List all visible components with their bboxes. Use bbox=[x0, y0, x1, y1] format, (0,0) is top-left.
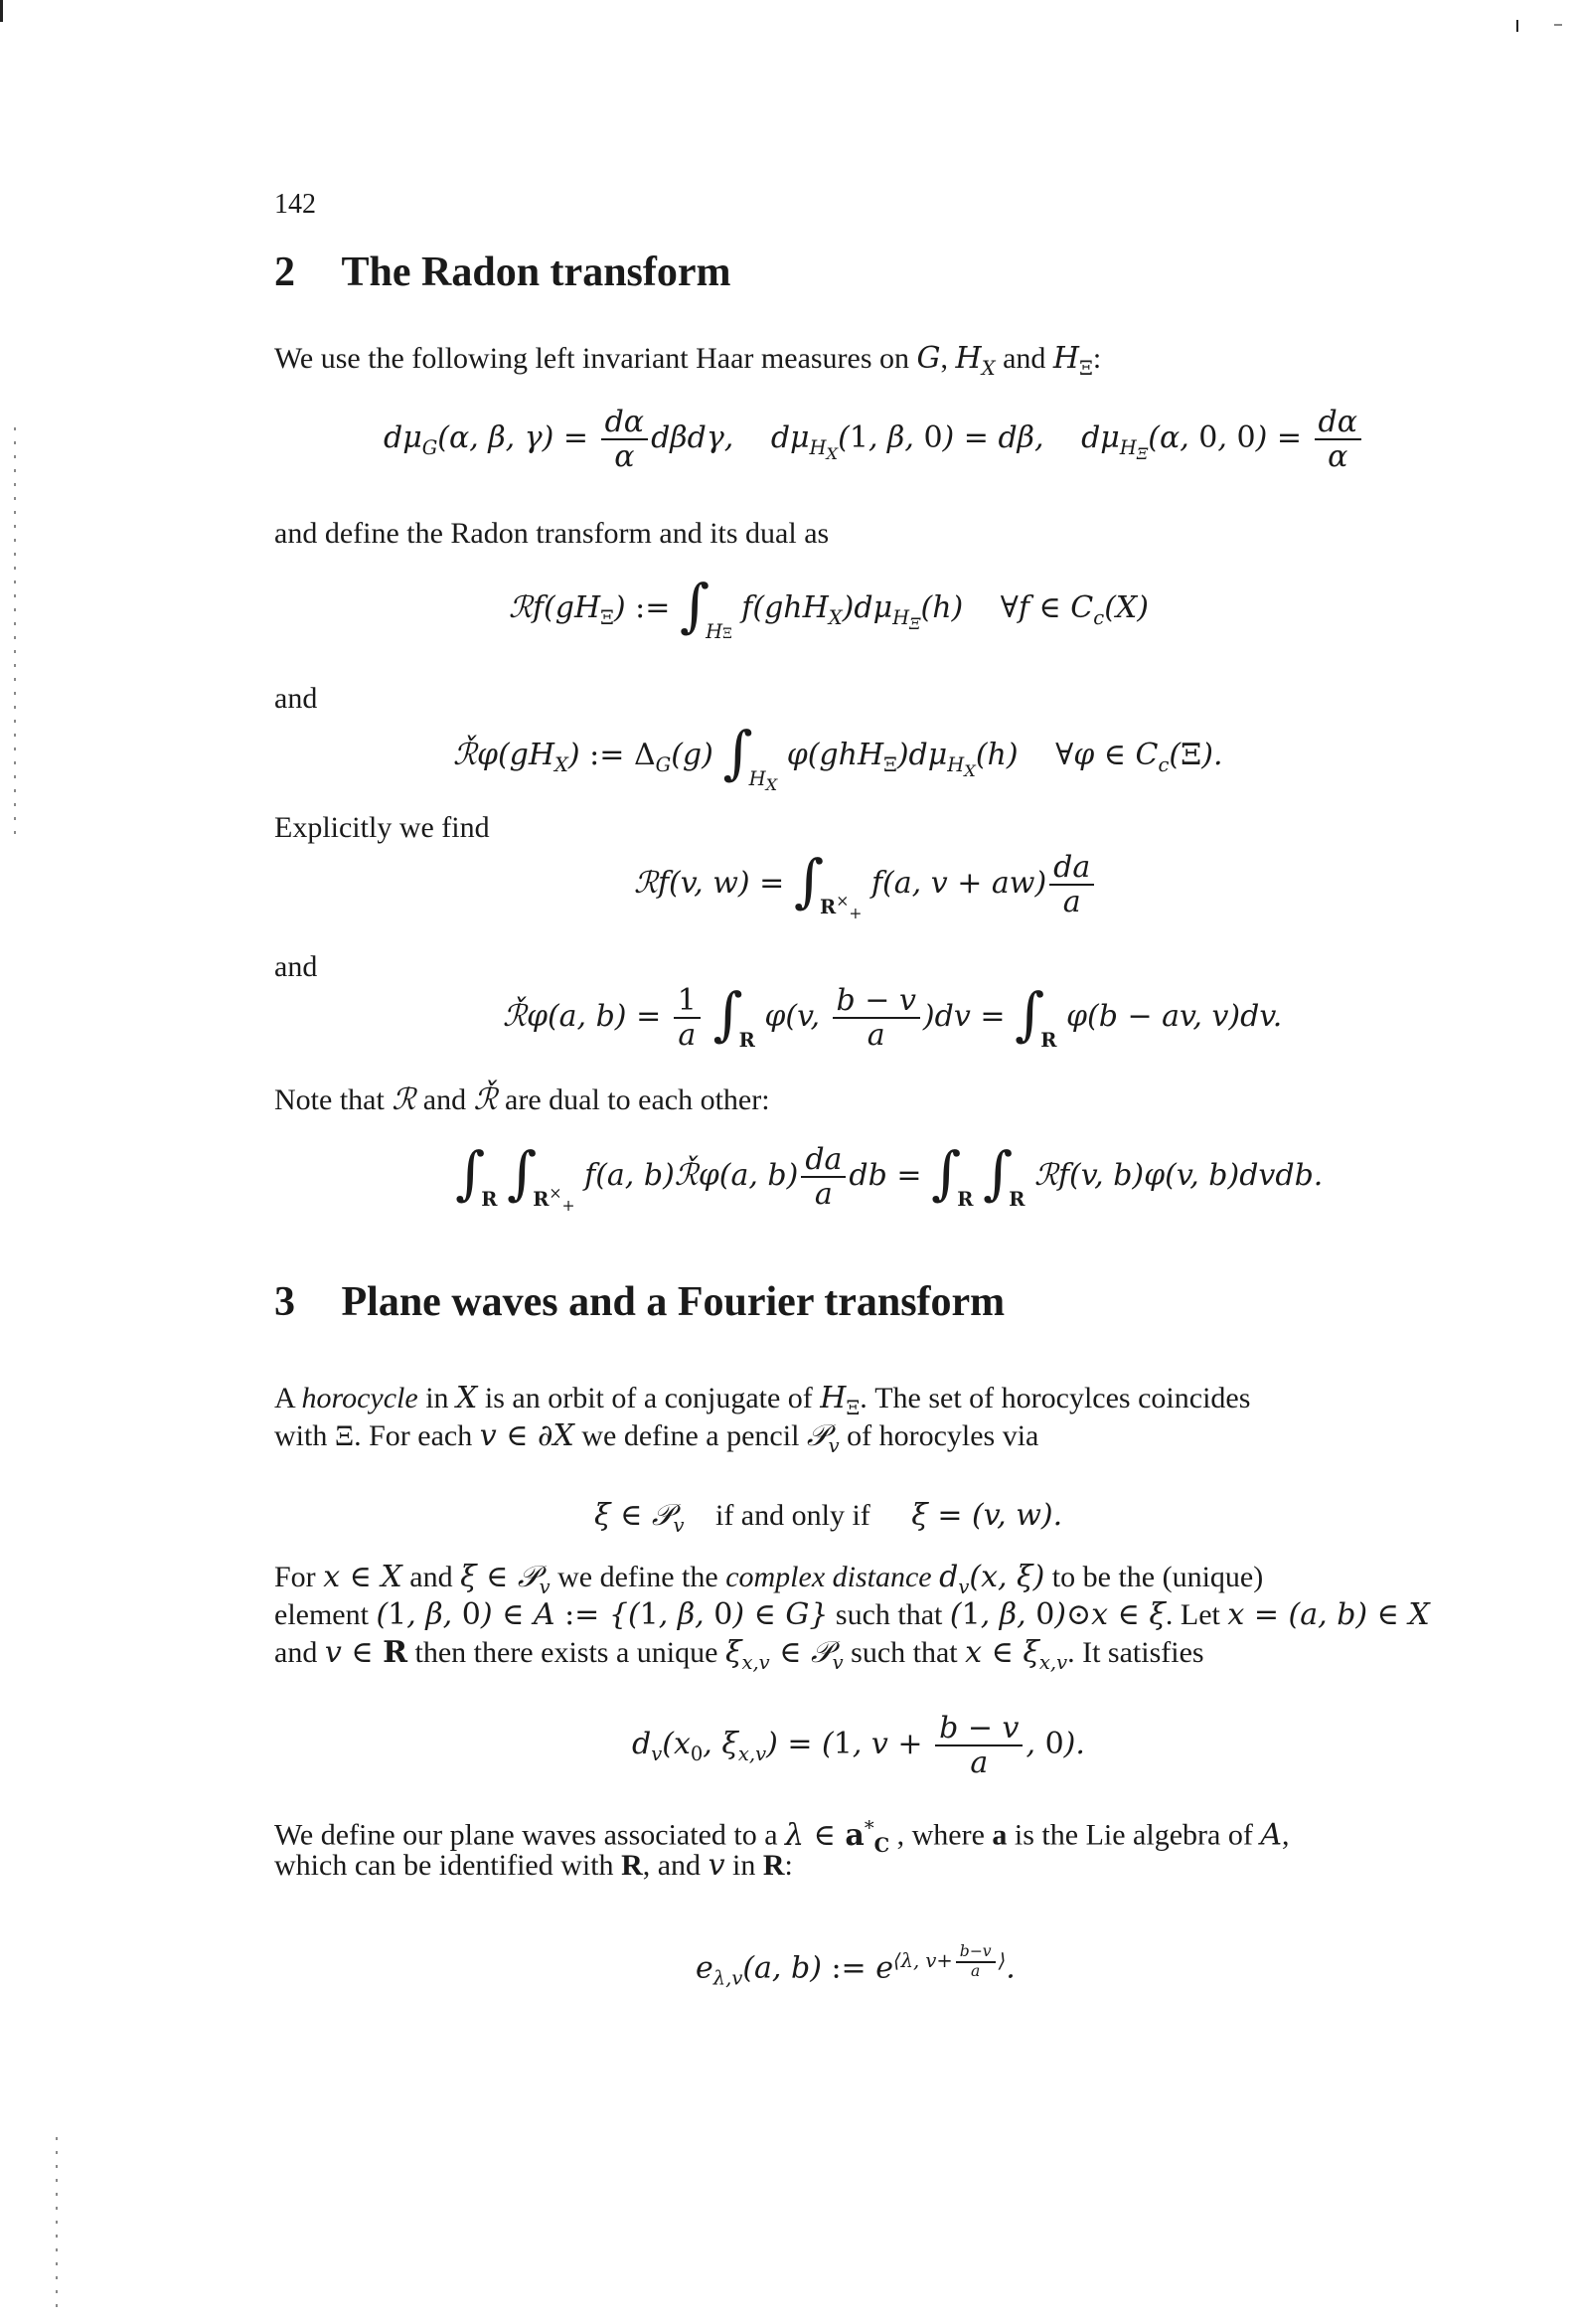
term-complex-distance: complex distance bbox=[725, 1561, 932, 1593]
text-span: are dual to each other: bbox=[505, 1083, 770, 1116]
text-span: is an orbit of a conjugate of bbox=[484, 1382, 813, 1414]
paragraph: which can be identified with R, and v in R: bbox=[274, 1848, 793, 1883]
scan-dots bbox=[56, 2137, 58, 2316]
paragraph: Note that ℛ and ℛ̌ are dual to each other: bbox=[274, 1082, 770, 1117]
section-title: Plane waves and a Fourier transform bbox=[341, 1279, 1006, 1325]
text-span: For bbox=[274, 1561, 316, 1593]
section-number: 3 bbox=[274, 1279, 295, 1325]
paragraph: We use the following left invariant Haar measures on G, $H_X$ and $H_\Xi$: bbox=[274, 341, 1102, 380]
text-span: to be the (unique) bbox=[1051, 1561, 1264, 1593]
text-span: is the Lie algebra of bbox=[1014, 1818, 1253, 1852]
text-span: which can be identified with bbox=[274, 1849, 614, 1882]
text-span: if and only if bbox=[714, 1499, 870, 1532]
paragraph: and v ∈ R then there exists a unique $\xi_{x,v}$ ∈ 𝒫$_v$ such that x ∈ $\xi_{x,v}$. It satisfies bbox=[274, 1635, 1204, 1674]
equation: $ℛf(gH_\Xi)$ := $\int_{H\Xi}$ $f(ghH_X)d\mu_{H_\Xi}(h)$ ∀f ∈ $C_c(X)$ bbox=[509, 572, 1149, 644]
text-span: A bbox=[274, 1382, 295, 1414]
paragraph: element (1, β, 0) ∈ A := {(1, β, 0) ∈ G} such that (1, β, 0)⊙x ∈ ξ. Let x = (a, b) ∈ X bbox=[274, 1597, 1430, 1632]
text-span: with Ξ. For each bbox=[274, 1419, 473, 1452]
text-span: and bbox=[409, 1561, 453, 1593]
text-span: and bbox=[274, 1636, 318, 1669]
text-span: we define the bbox=[557, 1561, 718, 1593]
text-span: then there exists a unique bbox=[414, 1636, 718, 1669]
equation: $d\mu_G(\alpha$, β, γ) = $\frac{d\alpha}{\alpha}$ dβdγ, $d\mu_{H_X}(1$, β, 0) = dβ, $d\mu_{H_\Xi}(\alpha$, 0, 0) = $\frac{d\alpha}{\alpha}$ bbox=[384, 406, 1364, 473]
scan-dots bbox=[14, 427, 16, 845]
scan-edge-mark bbox=[1516, 20, 1518, 32]
section-heading bbox=[274, 249, 731, 296]
section-title: The Radon transform bbox=[341, 249, 731, 295]
equation: ℛf(v, $w) = \int_{R^\times_+}$ f(a, v + aw) $\frac{da}{a}$ bbox=[634, 851, 1097, 932]
section-heading bbox=[274, 1278, 1005, 1326]
text-span: and bbox=[422, 1083, 467, 1116]
equation: ξ ∈ 𝒫$_v$ if and only if ξ = (v, w). bbox=[594, 1498, 1063, 1537]
paragraph: and bbox=[274, 950, 318, 983]
text-span: , and bbox=[642, 1849, 702, 1882]
text-span: and bbox=[1003, 342, 1046, 375]
text-span: element bbox=[274, 1598, 369, 1631]
text-span: such that bbox=[835, 1598, 943, 1631]
paragraph: Explicitly we find bbox=[274, 811, 490, 844]
text-span: . It satisfies bbox=[1067, 1636, 1204, 1669]
scan-edge-mark bbox=[1554, 24, 1562, 26]
text-span: such that bbox=[851, 1636, 958, 1669]
text-span: of horocyles via bbox=[847, 1419, 1039, 1452]
equation: $\int_R$ $\int_{R^\times_+}$ f(a, b)ℛ̌φ(a, b) $\frac{da}{a}$ db = $\int_R$ $\int_R$ ℛf(v, b)φ(v, b)dvdb. bbox=[455, 1139, 1324, 1216]
text-span: We define our plane waves associated to a bbox=[274, 1818, 778, 1852]
paragraph: We define our plane waves associated to a λ ∈ $a^*_C$ , where a is the Lie algebra of A, bbox=[274, 1816, 1290, 1857]
text-span: . Let bbox=[1165, 1598, 1220, 1631]
text-span: in bbox=[732, 1849, 756, 1882]
paragraph: A horocycle in X is an orbit of a conjugate of $H_\Xi$. The set of horocylces coincides bbox=[274, 1381, 1251, 1419]
paragraph: and define the Radon transform and its dual as bbox=[274, 517, 830, 550]
scan-edge-mark bbox=[0, 0, 3, 22]
text-span: We use the following left invariant Haar measures on bbox=[274, 342, 910, 375]
equation: $ℛ̌\varphi(gH_X)$ := $\Delta_G(g)$ $\int_{H_X}$ $\varphi(ghH_\Xi)d\mu_{H_X}(h)$ ∀φ ∈ $C_c(\Xi)$. bbox=[453, 719, 1223, 795]
section-number: 2 bbox=[274, 249, 295, 295]
equation: $e_{\lambda,v}(a$, b) := $e^{⟨\lambda, v+ \frac{b-v}{a} ⟩}$. bbox=[696, 1942, 1016, 1990]
equation: ℛ̌φ(a, b) = $\frac{1}{a}$ $\int_R$ φ(v, $\frac{b - v}{a}$ )$dv = \int_R$ φ(b − av, v)dv. bbox=[503, 980, 1283, 1053]
paragraph: and bbox=[274, 682, 318, 715]
text-span: . The set of horocylces coincides bbox=[860, 1382, 1251, 1414]
page-number: 142 bbox=[274, 189, 316, 220]
text-span: we define a pencil bbox=[581, 1419, 800, 1452]
text-span: in bbox=[425, 1382, 449, 1414]
text-span: Note that bbox=[274, 1083, 385, 1116]
paragraph: with Ξ. For each v ∈ ∂X we define a pencil 𝒫$_v$ of horocyles via bbox=[274, 1418, 1039, 1457]
paragraph: For x ∈ X and ξ ∈ 𝒫$_v$ we define the complex distance $d_v(x$, ξ) to be the (unique) bbox=[274, 1560, 1264, 1598]
term-horocycle: horocycle bbox=[301, 1382, 418, 1414]
equation: $d_v(x_0$, $\xi_{x,v}) = (1$, v + $\frac{b - v}{a}$ , 0). bbox=[632, 1711, 1085, 1780]
text-span: , where bbox=[896, 1818, 985, 1852]
